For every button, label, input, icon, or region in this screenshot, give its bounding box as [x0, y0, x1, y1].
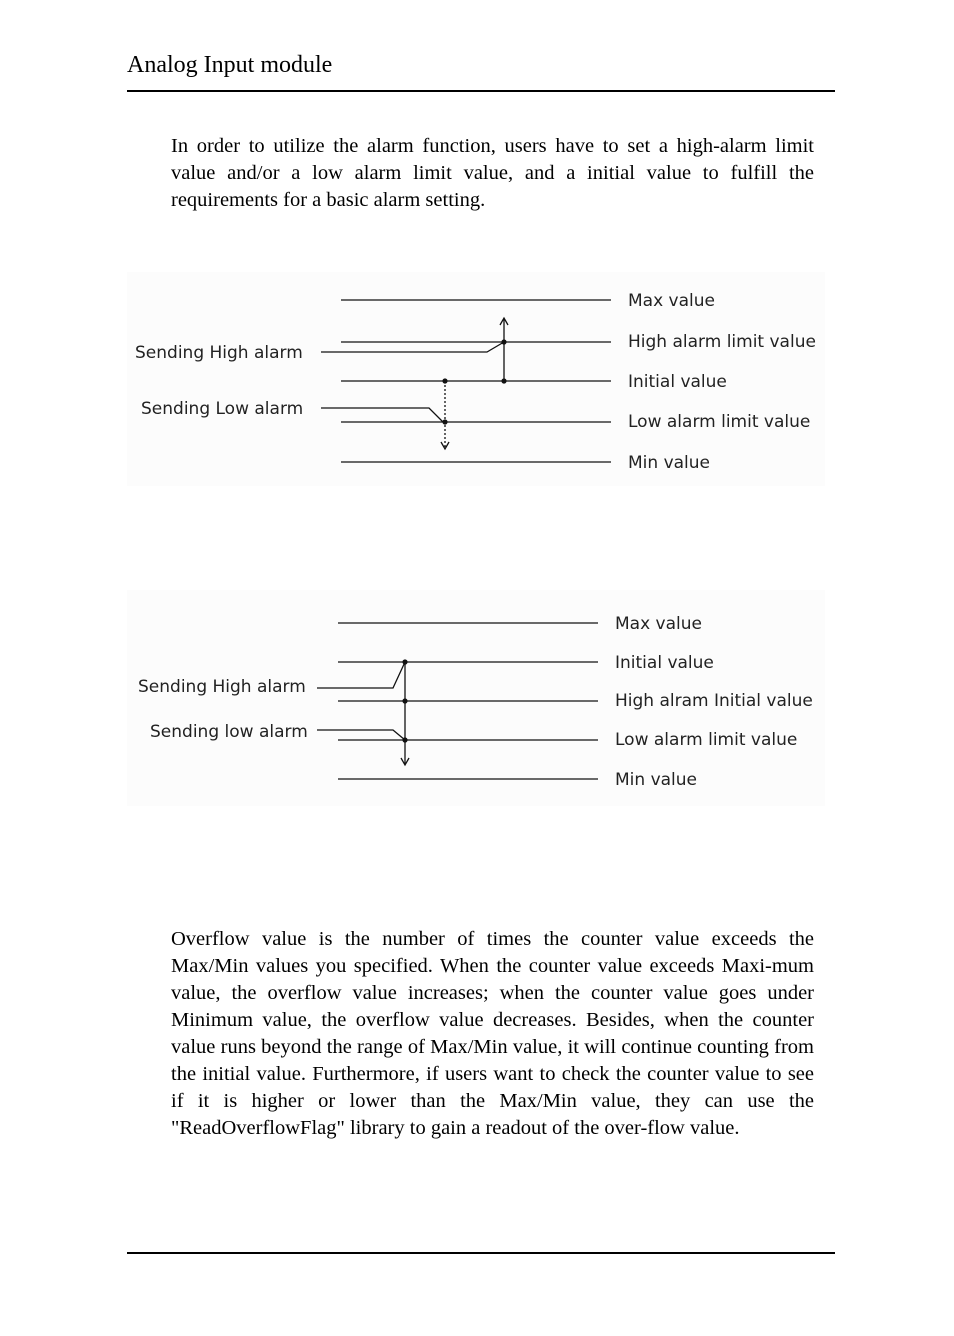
low-alarm-leader — [317, 730, 405, 740]
page-header-title: Analog Input module — [127, 52, 333, 78]
alarm-diagram-2 — [127, 590, 825, 806]
sending-high-alarm-label: Sending High alarm — [135, 343, 303, 363]
high-initial-label: High alram Initial value — [615, 691, 813, 711]
low-limit-label: Low alarm limit value — [628, 412, 811, 432]
sending-low-alarm-label: Sending Low alarm — [141, 399, 304, 419]
intro-paragraph: In order to utilize the alarm function, users have to set a high-alarm limit value and/or a low alarm limit value, and a initial value to fulfill the requirements for a basic alarm setting. — [171, 135, 814, 211]
min-value-label: Min value — [628, 453, 711, 473]
initial-value-label: Initial value — [628, 372, 727, 392]
node-dot — [501, 378, 506, 383]
footer-rule — [127, 1252, 835, 1254]
node-dot — [442, 419, 447, 424]
node-dot — [501, 339, 506, 344]
initial-value-label: Initial value — [615, 653, 714, 673]
alarm-diagram-1 — [127, 272, 825, 486]
min-value-label: Min value — [615, 770, 698, 790]
node-dot — [402, 659, 407, 664]
high-alarm-leader — [321, 342, 504, 352]
max-value-label: Max value — [628, 291, 715, 311]
high-limit-label: High alarm limit value — [628, 332, 816, 352]
low-alarm-leader — [321, 408, 443, 422]
node-dot — [402, 698, 407, 703]
node-dot — [402, 737, 407, 742]
low-limit-label: Low alarm limit value — [615, 730, 798, 750]
node-dot — [442, 378, 447, 383]
sending-high-alarm-label: Sending High alarm — [138, 677, 306, 697]
header-rule — [127, 90, 835, 92]
max-value-label: Max value — [615, 614, 702, 634]
high-alarm-leader — [317, 662, 405, 688]
overflow-paragraph: Overflow value is the number of times the counter value exceeds the Max/Min values you specified. When the counter value exceeds Maxi-mum value, the overflow value increases; when the counter value goes under Minimum value, the overflow value decreases. Besides, when the counter value runs beyond the range of Max/Min value, it will continue counting from the initial value. Furthermore, if users want to check the counter value to see if it is higher or lower than the Max/Min value, they can use the "ReadOverflowFlag" library to gain a readout of the over-flow value. — [171, 928, 814, 1139]
sending-low-alarm-label: Sending low alarm — [150, 722, 308, 742]
